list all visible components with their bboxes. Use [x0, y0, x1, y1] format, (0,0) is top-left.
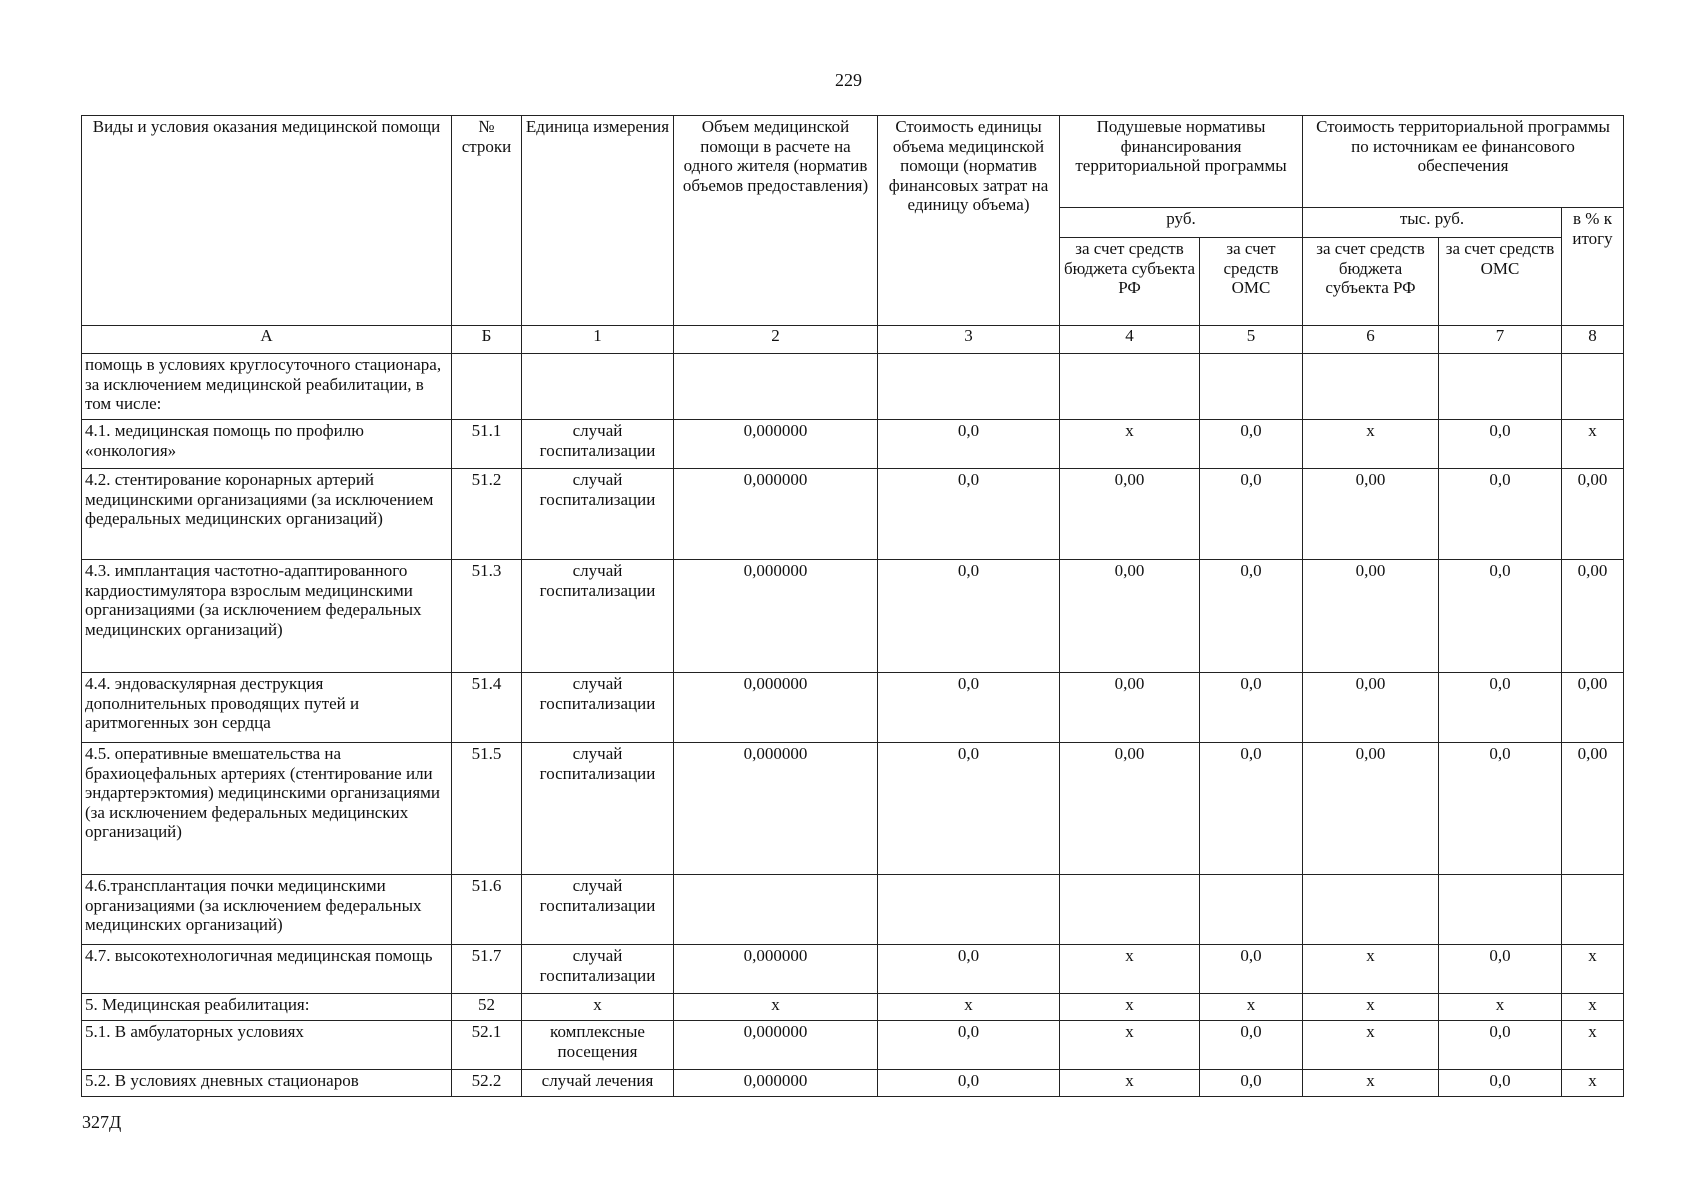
row-percapita-oms: 0,0: [1200, 420, 1303, 469]
row-unit-cost: [878, 875, 1060, 945]
row-cost-oms: 0,0: [1439, 560, 1562, 673]
row-cost-oms: 0,0: [1439, 945, 1562, 994]
table-row: [82, 354, 1624, 420]
row-number: 51.7: [452, 945, 522, 994]
table-row: [82, 994, 1624, 1021]
row-percapita-budget: х: [1060, 420, 1200, 469]
row-cost-oms: [1439, 354, 1562, 420]
row-volume: 0,000000: [674, 420, 878, 469]
row-cost-oms: 0,0: [1439, 743, 1562, 875]
row-percapita-oms: 0,0: [1200, 1021, 1303, 1070]
row-volume: 0,000000: [674, 469, 878, 560]
row-number: 51.5: [452, 743, 522, 875]
header-unit-thousand-rub: тыс. руб.: [1303, 208, 1562, 238]
row-unit-cost: 0,0: [878, 560, 1060, 673]
row-percapita-budget: 0,00: [1060, 560, 1200, 673]
row-percent: х: [1562, 420, 1624, 469]
row-cost-oms: 0,0: [1439, 673, 1562, 743]
row-number: 51.6: [452, 875, 522, 945]
table-row: [82, 420, 1624, 469]
row-percapita-budget: 0,00: [1060, 469, 1200, 560]
header-col-1: Единица измерения: [522, 116, 674, 326]
row-unit: случай госпитализации: [522, 420, 674, 469]
row-cost-oms: 0,0: [1439, 1021, 1562, 1070]
row-percent: 0,00: [1562, 560, 1624, 673]
row-unit: случай госпитализации: [522, 673, 674, 743]
row-number: 51.2: [452, 469, 522, 560]
row-unit: х: [522, 994, 674, 1021]
row-percent: х: [1562, 945, 1624, 994]
row-cost-budget: 0,00: [1303, 469, 1439, 560]
row-volume: 0,000000: [674, 673, 878, 743]
row-name: 4.5. оперативные вмешательства на брахиоцефальных артериях (стентирование или эндартерэктомия) медицинскими организациями (за исключением федеральных медицинских организаций): [82, 743, 452, 875]
row-name: 4.4. эндоваскулярная деструкция дополнительных проводящих путей и аритмогенных зон сердца: [82, 673, 452, 743]
row-name: 5. Медицинская реабилитация:: [82, 994, 452, 1021]
row-name: 4.2. стентирование коронарных артерий медицинскими организациями (за исключением федеральных медицинских организаций): [82, 469, 452, 560]
row-percapita-budget: х: [1060, 1021, 1200, 1070]
row-percent: [1562, 875, 1624, 945]
index-cell: Б: [452, 326, 522, 354]
row-cost-budget: [1303, 875, 1439, 945]
row-cost-budget: 0,00: [1303, 743, 1439, 875]
row-number: 51.3: [452, 560, 522, 673]
row-percent: х: [1562, 994, 1624, 1021]
row-number: 51.1: [452, 420, 522, 469]
row-unit: случай госпитализации: [522, 875, 674, 945]
row-volume: [674, 875, 878, 945]
table-row: [82, 1070, 1624, 1097]
index-cell: 7: [1439, 326, 1562, 354]
table-row: [82, 875, 1624, 945]
row-cost-budget: [1303, 354, 1439, 420]
table-row: [82, 560, 1624, 673]
row-unit-cost: 0,0: [878, 743, 1060, 875]
row-unit: [522, 354, 674, 420]
table-row: [82, 469, 1624, 560]
row-cost-budget: 0,00: [1303, 560, 1439, 673]
row-percapita-oms: [1200, 354, 1303, 420]
header-col-a: Виды и условия оказания медицинской помощи: [82, 116, 452, 326]
header-col-2: Объем медицинской помощи в расчете на одного жителя (норматив объемов предоставления): [674, 116, 878, 326]
index-cell: 5: [1200, 326, 1303, 354]
row-unit-cost: [878, 354, 1060, 420]
row-percapita-oms: [1200, 875, 1303, 945]
header-row-1: [82, 116, 1624, 208]
row-percapita-budget: 0,00: [1060, 743, 1200, 875]
table-row: [82, 743, 1624, 875]
row-cost-budget: х: [1303, 994, 1439, 1021]
row-volume: 0,000000: [674, 1021, 878, 1070]
index-row: [82, 326, 1624, 354]
row-unit: комплексные посещения: [522, 1021, 674, 1070]
index-cell: 3: [878, 326, 1060, 354]
row-name: 4.6.трансплантация почки медицинскими организациями (за исключением федеральных медицинских организаций): [82, 875, 452, 945]
row-percapita-oms: 0,0: [1200, 469, 1303, 560]
row-name: 4.7. высокотехнологичная медицинская помощь: [82, 945, 452, 994]
header-unit-rub: руб.: [1060, 208, 1303, 238]
header-group-percapita: Подушевые нормативы финансирования территориальной программы: [1060, 116, 1303, 208]
row-unit: случай госпитализации: [522, 945, 674, 994]
header-col-4: за счет средств бюджета субъекта РФ: [1060, 238, 1200, 326]
row-cost-oms: 0,0: [1439, 420, 1562, 469]
row-percapita-budget: х: [1060, 945, 1200, 994]
row-unit: случай госпитализации: [522, 560, 674, 673]
row-number: [452, 354, 522, 420]
row-cost-budget: х: [1303, 1070, 1439, 1097]
row-percent: 0,00: [1562, 469, 1624, 560]
index-cell: 8: [1562, 326, 1624, 354]
row-percapita-oms: 0,0: [1200, 673, 1303, 743]
row-unit-cost: 0,0: [878, 1021, 1060, 1070]
row-cost-oms: [1439, 875, 1562, 945]
header-group-cost: Стоимость территориальной программы по источникам ее финансового обеспечения: [1303, 116, 1624, 208]
row-percapita-oms: 0,0: [1200, 1070, 1303, 1097]
row-percent: 0,00: [1562, 673, 1624, 743]
index-cell: 6: [1303, 326, 1439, 354]
index-cell: А: [82, 326, 452, 354]
row-number: 52: [452, 994, 522, 1021]
financing-table: [81, 115, 1624, 1097]
row-unit: случай госпитализации: [522, 469, 674, 560]
row-volume: 0,000000: [674, 945, 878, 994]
row-percent: х: [1562, 1021, 1624, 1070]
row-number: 52.2: [452, 1070, 522, 1097]
row-cost-oms: 0,0: [1439, 1070, 1562, 1097]
row-percapita-oms: 0,0: [1200, 560, 1303, 673]
row-cost-oms: х: [1439, 994, 1562, 1021]
row-name: 5.1. В амбулаторных условиях: [82, 1021, 452, 1070]
row-name: помощь в условиях круглосуточного стационара, за исключением медицинской реабилитации, в том числе:: [82, 354, 452, 420]
row-name: 5.2. В условиях дневных стационаров: [82, 1070, 452, 1097]
index-cell: 1: [522, 326, 674, 354]
row-volume: 0,000000: [674, 743, 878, 875]
row-volume: х: [674, 994, 878, 1021]
row-unit-cost: 0,0: [878, 945, 1060, 994]
table-row: [82, 1021, 1624, 1070]
row-unit-cost: 0,0: [878, 420, 1060, 469]
header-col-b: № строки: [452, 116, 522, 326]
row-name: 4.1. медицинская помощь по профилю «онкология»: [82, 420, 452, 469]
header-percent-total: в % к итогу: [1562, 208, 1624, 326]
row-unit-cost: 0,0: [878, 1070, 1060, 1097]
table-row: [82, 945, 1624, 994]
header-col-3: Стоимость единицы объема медицинской помощи (норматив финансовых затрат на единицу объема): [878, 116, 1060, 326]
row-cost-budget: х: [1303, 945, 1439, 994]
row-cost-budget: х: [1303, 1021, 1439, 1070]
row-percent: х: [1562, 1070, 1624, 1097]
row-percent: [1562, 354, 1624, 420]
index-cell: 2: [674, 326, 878, 354]
row-volume: 0,000000: [674, 1070, 878, 1097]
page-number: 229: [835, 70, 862, 90]
header-col-7: за счет средств ОМС: [1439, 238, 1562, 326]
row-percapita-oms: 0,0: [1200, 743, 1303, 875]
row-percapita-budget: х: [1060, 1070, 1200, 1097]
row-number: 51.4: [452, 673, 522, 743]
row-unit-cost: 0,0: [878, 673, 1060, 743]
row-unit-cost: 0,0: [878, 469, 1060, 560]
row-percapita-budget: 0,00: [1060, 673, 1200, 743]
row-volume: 0,000000: [674, 560, 878, 673]
document-code: 327Д: [82, 1112, 122, 1132]
row-name: 4.3. имплантация частотно-адаптированного кардиостимулятора взрослым медицинскими организациями (за исключением федеральных медицинских организаций): [82, 560, 452, 673]
row-percapita-oms: 0,0: [1200, 945, 1303, 994]
row-percapita-budget: х: [1060, 994, 1200, 1021]
row-percapita-oms: х: [1200, 994, 1303, 1021]
table-row: [82, 673, 1624, 743]
row-unit: случай госпитализации: [522, 743, 674, 875]
row-cost-oms: 0,0: [1439, 469, 1562, 560]
row-volume: [674, 354, 878, 420]
row-unit: случай лечения: [522, 1070, 674, 1097]
index-cell: 4: [1060, 326, 1200, 354]
row-cost-budget: 0,00: [1303, 673, 1439, 743]
row-unit-cost: х: [878, 994, 1060, 1021]
row-number: 52.1: [452, 1021, 522, 1070]
row-percent: 0,00: [1562, 743, 1624, 875]
row-percapita-budget: [1060, 354, 1200, 420]
header-col-5: за счет средств ОМС: [1200, 238, 1303, 326]
header-col-6: за счет средств бюджета субъекта РФ: [1303, 238, 1439, 326]
row-cost-budget: х: [1303, 420, 1439, 469]
row-percapita-budget: [1060, 875, 1200, 945]
